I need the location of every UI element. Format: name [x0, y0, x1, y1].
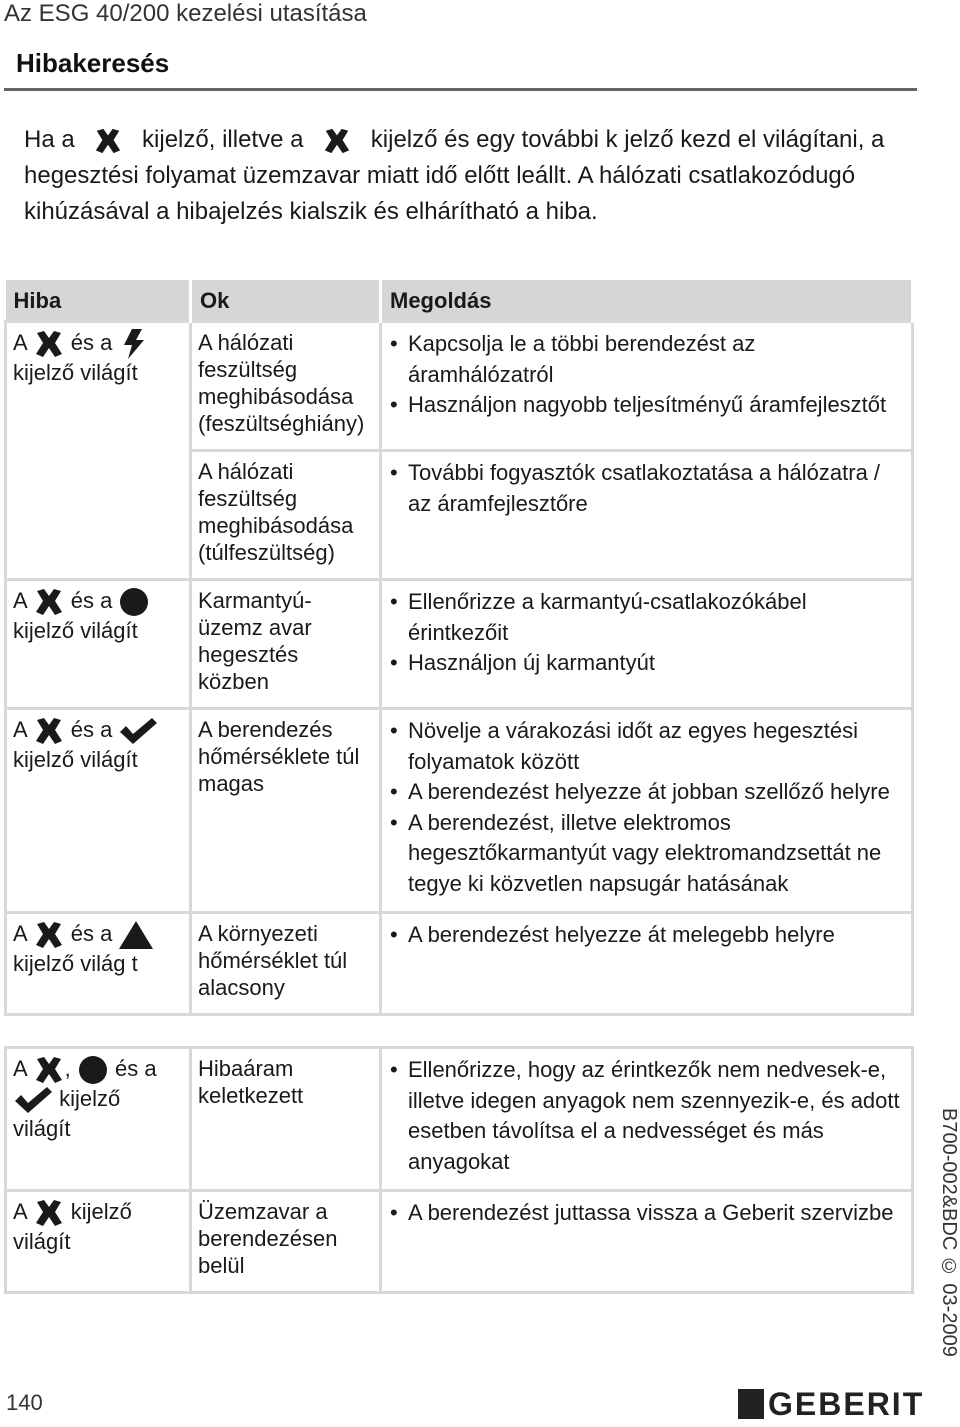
table-row — [6, 709, 913, 913]
checkmark-icon — [13, 1085, 53, 1115]
cross-icon — [33, 1198, 65, 1228]
hiba-text: kijelző világ t — [13, 951, 138, 977]
hiba-text: és a — [70, 588, 113, 613]
hiba-text: világít — [13, 1116, 71, 1142]
megoldas-cell — [381, 913, 913, 1015]
header-megoldas: Megoldás — [381, 280, 913, 322]
hiba-text: kijelző világít — [13, 747, 138, 773]
solution-item: • Kapcsolja le a többi berendezést az áramhálózatról — [388, 329, 905, 390]
filled-circle-icon — [77, 1055, 109, 1085]
hiba-cell — [6, 1048, 191, 1191]
intro-text-1: Ha a — [24, 126, 75, 153]
document-code: B700-002&BDC © 03-2009 — [938, 1108, 960, 1357]
hiba-text: és a — [70, 330, 113, 355]
table-header-row — [6, 280, 913, 322]
table-row — [6, 580, 913, 709]
ok-cell: Karmantyú-üzemz avar hegesztés közben — [191, 580, 381, 709]
hiba-text: kijelző világít — [13, 618, 138, 644]
ok-cell: A hálózati feszültség meghibásodása (túlfeszültség) — [191, 451, 381, 580]
ok-cell: A hálózati feszültség meghibásodása (feszültséghiány) — [191, 322, 381, 451]
megoldas-cell — [381, 451, 913, 580]
solution-item: • Növelje a várakozási időt az egyes hegesztési folyamatok között — [388, 716, 905, 777]
hiba-text: és a — [70, 921, 113, 946]
hiba-text: kijelző — [70, 1199, 132, 1224]
hiba-text: , — [64, 1056, 71, 1081]
lightning-icon — [118, 329, 150, 359]
intro-text-3: kijelző és egy további k jelző kezd el világítani, a hegesztési folyamat üzemzavar miatt idő előtt leállt. A hálózati csatlakozódugó kihúzásával a hibajelzés kialszik és elhárítható a hiba. — [24, 126, 885, 225]
table-row — [6, 1048, 913, 1191]
header-divider — [4, 88, 917, 91]
hiba-text: világít — [13, 1229, 71, 1255]
hiba-text: kijelző világít — [13, 360, 138, 386]
cross-icon — [33, 716, 65, 746]
solution-item: • A berendezést juttassa vissza a Geberit szervizbe — [388, 1198, 905, 1229]
cross-icon — [87, 127, 129, 155]
brand-name: GEBERIT — [768, 1385, 925, 1422]
header-ok: Ok — [191, 280, 381, 322]
hiba-cell — [6, 1191, 191, 1293]
hiba-text: kijelző — [59, 1086, 121, 1112]
hiba-cell — [6, 913, 191, 1015]
solution-item: • Ellenőrizze a karmantyú-csatlakozókábel érintkezőit — [388, 587, 905, 648]
document-header-title: Az ESG 40/200 kezelési utasítása — [4, 0, 367, 27]
megoldas-cell — [381, 322, 913, 451]
solution-item: • Használjon nagyobb teljesítményű áramfejlesztőt — [388, 390, 905, 421]
ok-cell: A berendezés hőmérséklete túl magas — [191, 709, 381, 913]
hiba-cell — [6, 580, 191, 709]
table-row — [6, 322, 913, 451]
triangle-icon — [118, 920, 154, 950]
table-row — [6, 1191, 913, 1293]
megoldas-cell — [381, 1048, 913, 1191]
hiba-text: A — [13, 717, 27, 742]
solution-item: • A berendezést, illetve elektromos hegesztőkarmantyút vagy elektromandzsettát ne tegye ki közvetlen napsugár hatásának — [388, 808, 905, 900]
ok-cell: Hibaáram keletkezett — [191, 1048, 381, 1191]
hiba-text: A — [13, 1056, 27, 1081]
brand-logo — [738, 1386, 924, 1422]
solution-item: • A berendezést helyezze át jobban szellőző helyre — [388, 777, 905, 808]
cross-icon — [33, 329, 65, 359]
solution-item: • A berendezést helyezze át melegebb helyre — [388, 920, 905, 951]
cross-icon — [33, 587, 65, 617]
ok-cell: Üzemzavar a berendezésen belül — [191, 1191, 381, 1293]
hiba-text: és a — [70, 717, 113, 742]
page-number: 140 — [6, 1390, 43, 1415]
solution-item: • Ellenőrizze, hogy az érintkezők nem nedvesek-e, illetve idegen anyagok nem szennyezik-e, és adott esetben távolítsa el a nedvességet és más anyagokat — [388, 1055, 905, 1177]
hiba-text: A — [13, 588, 27, 613]
logo-square-icon — [738, 1389, 764, 1419]
checkmark-icon — [118, 716, 158, 746]
cross-icon — [33, 1055, 65, 1085]
header-hiba: Hiba — [6, 280, 191, 322]
table-gap — [6, 1015, 913, 1048]
solution-item: • További fogyasztók csatlakoztatása a hálózatra / az áramfejlesztőre — [388, 458, 905, 519]
hiba-text: A — [13, 1199, 27, 1224]
solution-item: • Használjon új karmantyút — [388, 648, 905, 679]
hiba-text: és a — [114, 1056, 157, 1081]
table-row — [6, 913, 913, 1015]
intro-text-2: kijelző, illetve a — [142, 126, 304, 153]
ok-cell: A környezeti hőmérséklet túl alacsony — [191, 913, 381, 1015]
hiba-cell — [6, 322, 191, 580]
hiba-text: A — [13, 330, 27, 355]
troubleshooting-table — [4, 280, 914, 1294]
cross-icon — [33, 920, 65, 950]
megoldas-cell — [381, 709, 913, 913]
hiba-cell — [6, 709, 191, 913]
megoldas-cell — [381, 580, 913, 709]
filled-circle-icon — [118, 587, 150, 617]
cross-icon — [316, 127, 358, 155]
intro-paragraph — [24, 122, 924, 230]
megoldas-cell — [381, 1191, 913, 1293]
hiba-text: A — [13, 921, 27, 946]
section-title: Hibakeresés — [16, 48, 170, 78]
